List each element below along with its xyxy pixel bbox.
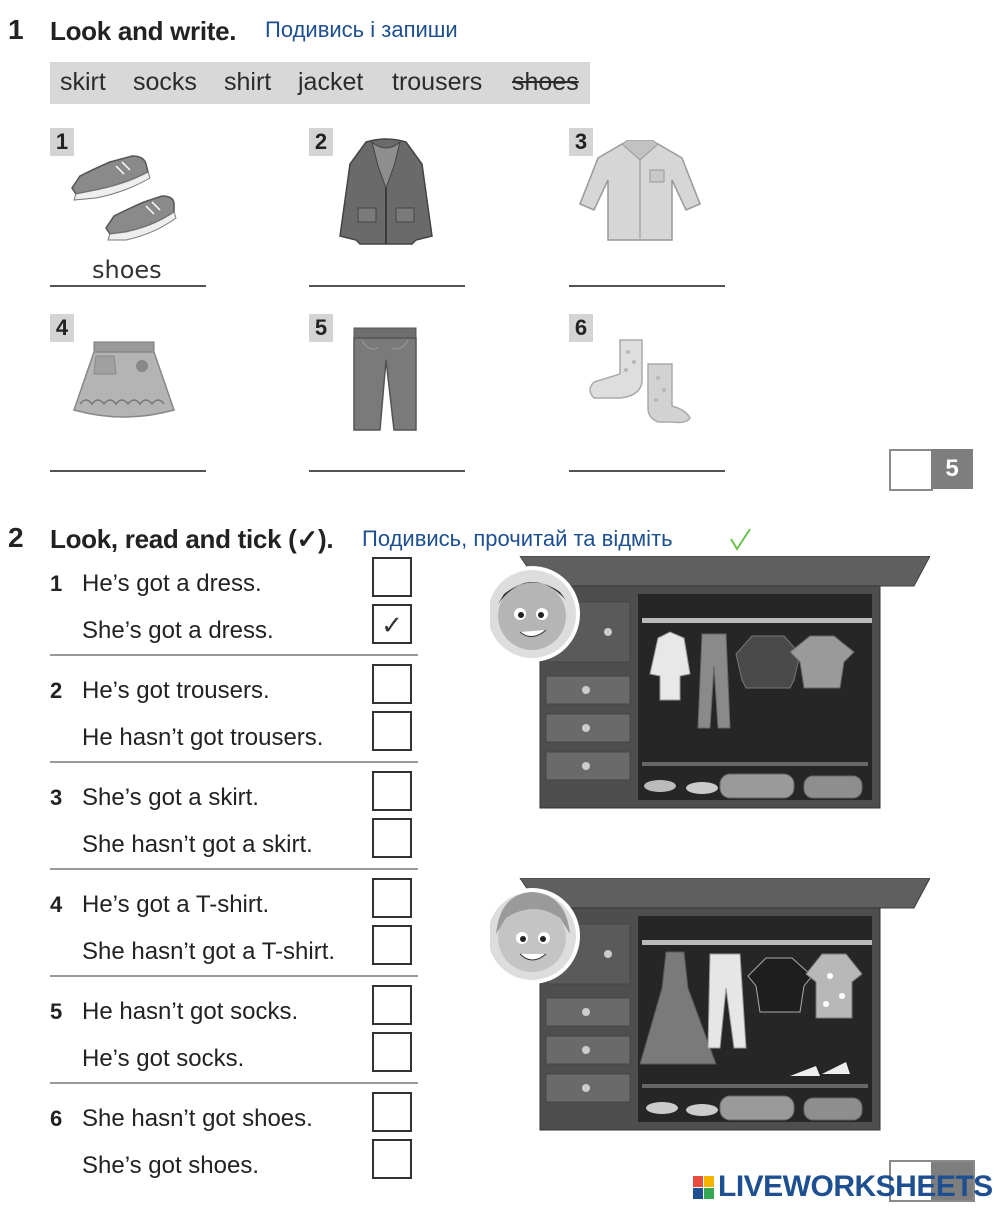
- word-bank-item: trousers: [392, 68, 483, 96]
- answer-line-4: [50, 470, 206, 472]
- girl-wardrobe-image: [490, 878, 930, 1132]
- sentence-group-number: 2: [50, 678, 63, 703]
- item-number: 1: [50, 128, 74, 156]
- skirt-image: [72, 340, 176, 424]
- tick-box[interactable]: [372, 818, 412, 858]
- exercise-1-translation: Подивись і запиши: [265, 17, 458, 42]
- exercise-2-translation: Подивись, прочитай та відміть: [362, 526, 673, 551]
- answer-line-5: [309, 470, 465, 472]
- word-bank-item: jacket: [298, 68, 364, 96]
- sentence: She hasn’t got shoes.: [82, 1105, 313, 1132]
- sentence: She’s got a skirt.: [82, 784, 259, 811]
- sentence: He’s got a dress.: [82, 570, 262, 597]
- answer-line-6: [569, 470, 725, 472]
- tick-box-checked[interactable]: ✓: [372, 604, 412, 644]
- exercise-1-number: 1: [8, 14, 24, 45]
- tick-box[interactable]: [372, 985, 412, 1025]
- liveworksheets-logo[interactable]: LIVEWORKSHEETS: [718, 1170, 993, 1203]
- sentence: He’s got trousers.: [82, 677, 270, 704]
- word-bank-item: skirt: [60, 68, 106, 96]
- sentence: She’s got shoes.: [82, 1152, 260, 1179]
- sentence: He hasn’t got trousers.: [82, 724, 324, 751]
- answer-1[interactable]: shoes: [92, 256, 162, 284]
- sentence-group-number: 5: [50, 999, 63, 1024]
- exercise-1-title: Look and write.: [50, 16, 237, 46]
- shirt-image: [578, 140, 702, 244]
- divider: [50, 761, 418, 763]
- sneakers-image: [66, 150, 178, 250]
- trousers-image: [350, 326, 420, 434]
- item-number: 6: [569, 314, 593, 342]
- divider: [50, 975, 418, 977]
- word-bank-item-struck: shoes: [512, 68, 579, 96]
- answer-line-2: [309, 285, 465, 287]
- sentence: He’s got a T-shirt.: [82, 891, 270, 918]
- exercise-2-title: Look, read and tick (✓).: [50, 524, 334, 554]
- sentence: She hasn’t got a T-shirt.: [82, 938, 336, 965]
- item-number: 3: [569, 128, 593, 156]
- liveworksheets-logo-icon: [693, 1176, 715, 1200]
- item-number: 2: [309, 128, 333, 156]
- jacket-image: [336, 136, 436, 250]
- answer-line-1: [50, 285, 206, 287]
- item-number: 5: [309, 314, 333, 342]
- sentence: She’s got a dress.: [82, 617, 274, 644]
- sentence-group-number: 4: [50, 892, 63, 917]
- tick-box[interactable]: [372, 1032, 412, 1072]
- answer-line-3: [569, 285, 725, 287]
- tick-box[interactable]: [372, 925, 412, 965]
- tick-box[interactable]: [372, 664, 412, 704]
- boy-wardrobe-image: [490, 556, 930, 810]
- sentence-group-number: 1: [50, 571, 63, 596]
- tick-box[interactable]: [372, 711, 412, 751]
- sentence-group-number: 3: [50, 785, 63, 810]
- divider: [50, 868, 418, 870]
- score-input-box[interactable]: [889, 449, 933, 491]
- item-number: 4: [50, 314, 74, 342]
- tick-box[interactable]: [372, 878, 412, 918]
- sentence: She hasn’t got a skirt.: [82, 831, 313, 858]
- exercise-2-number: 2: [8, 522, 24, 553]
- tick-box[interactable]: [372, 771, 412, 811]
- sentence: He’s got socks.: [82, 1045, 245, 1072]
- sentence-group-number: 6: [50, 1106, 63, 1131]
- green-tick-icon: [728, 527, 752, 553]
- score-total: 5: [931, 449, 973, 489]
- tick-box[interactable]: [372, 1092, 412, 1132]
- word-bank: [50, 62, 590, 104]
- divider: [50, 654, 418, 656]
- divider: [50, 1082, 418, 1084]
- socks-image: [586, 338, 702, 426]
- word-bank-item: socks: [133, 68, 197, 96]
- sentence: He hasn’t got socks.: [82, 998, 299, 1025]
- tick-box[interactable]: [372, 1139, 412, 1179]
- word-bank-item: shirt: [224, 68, 272, 96]
- tick-box[interactable]: [372, 557, 412, 597]
